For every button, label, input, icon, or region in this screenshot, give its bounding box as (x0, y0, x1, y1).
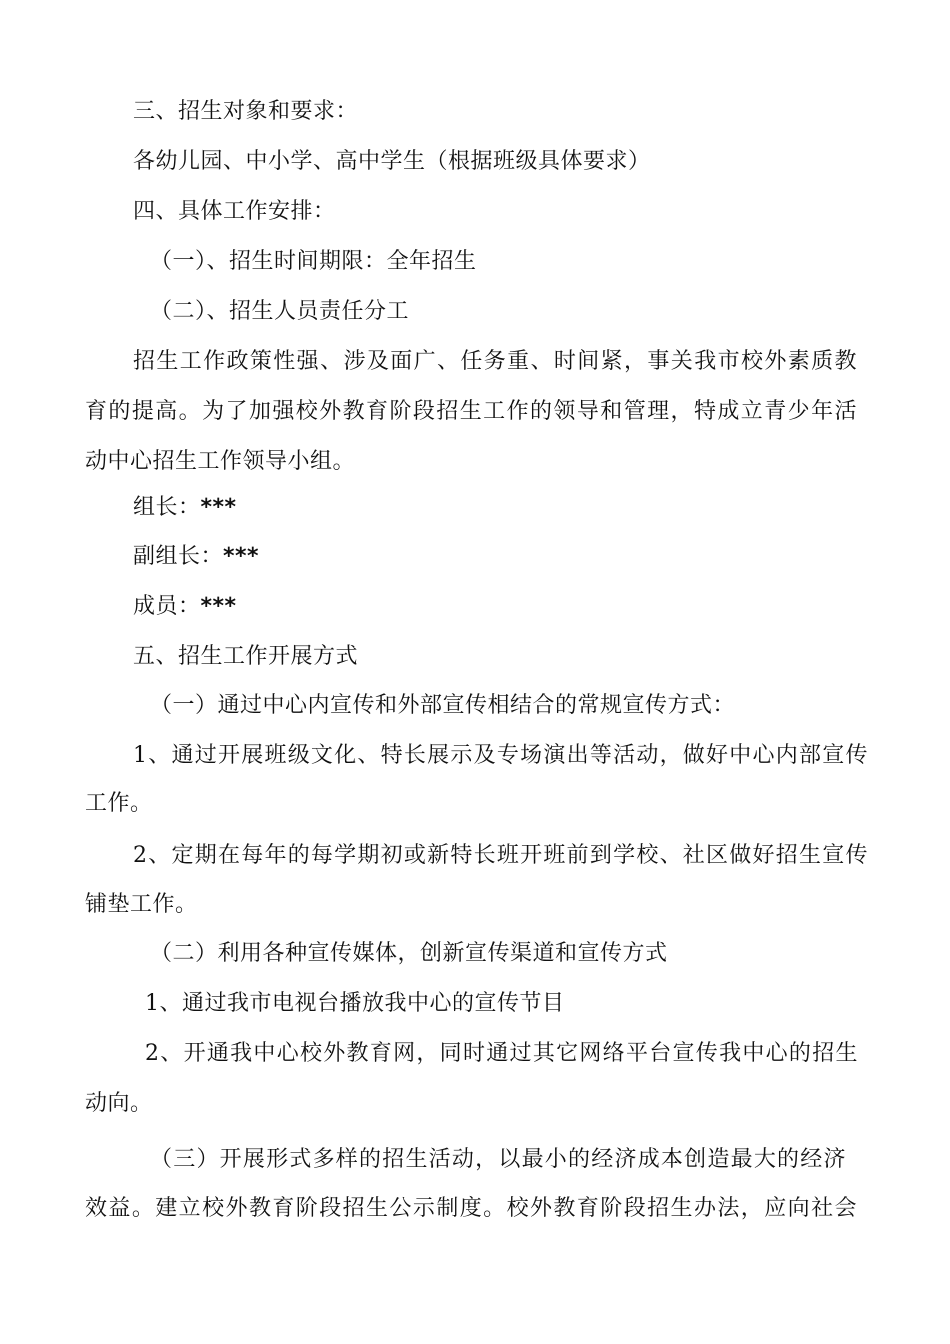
deputy-group-leader-name: *** (223, 544, 260, 569)
sub-item-media-publicity: （二）利用各种宣传媒体，创新宣传渠道和宣传方式 (150, 941, 668, 966)
deputy-group-leader (133, 543, 259, 571)
paragraph-line: 招生工作政策性强、涉及面广、任务重、时间紧，事关我市校外素质教 (133, 349, 857, 374)
list-item-website-line: 2、开通我中心校外教育网，同时通过其它网络平台宣传我中心的招生 (145, 1041, 858, 1066)
group-leader-label: 组长： (133, 495, 201, 520)
group-leader (133, 494, 237, 522)
group-leader-name: *** (200, 495, 237, 520)
sub-item-enrollment-period: （一）、招生时间期限：全年招生 (150, 249, 477, 274)
list-item-2-line: 2、定期在每年的每学期初或新特长班开班前到学校、社区做好招生宣传 (133, 843, 868, 868)
paragraph-line: 育的提高。为了加强校外教育阶段招生工作的领导和管理，特成立青少年活 (85, 399, 857, 424)
group-members-names: *** (200, 594, 237, 619)
sub-item-staff-division: （二）、招生人员责任分工 (150, 299, 410, 324)
sub-item-activities-line: （三）开展形式多样的招生活动，以最小的经济成本创造最大的经济 (150, 1147, 846, 1172)
section-heading-3: 三、招生对象和要求： (133, 99, 359, 124)
list-item-1-line: 1、通过开展班级文化、特长展示及专场演出等活动，做好中心内部宣传 (133, 743, 868, 768)
section-heading-4: 四、具体工作安排： (133, 199, 336, 224)
group-members (133, 593, 237, 621)
paragraph-target-students: 各幼儿园、中小学、高中学生（根据班级具体要求） (133, 149, 651, 174)
list-item-tv: 1、通过我市电视台播放我中心的宣传节目 (145, 991, 565, 1016)
sub-item-activities-line: 效益。建立校外教育阶段招生公示制度。校外教育阶段招生办法，应向社会 (85, 1196, 857, 1221)
paragraph-line: 动中心招生工作领导小组。 (85, 449, 356, 474)
deputy-group-leader-label: 副组长： (133, 544, 224, 569)
list-item-2-line: 铺垫工作。 (85, 892, 198, 917)
list-item-website-line: 动向。 (85, 1091, 153, 1116)
section-heading-5: 五、招生工作开展方式 (133, 644, 359, 669)
list-item-1-line: 工作。 (85, 791, 153, 816)
group-members-label: 成员： (133, 594, 201, 619)
sub-item-conventional-publicity: （一）通过中心内宣传和外部宣传相结合的常规宣传方式： (150, 693, 736, 718)
